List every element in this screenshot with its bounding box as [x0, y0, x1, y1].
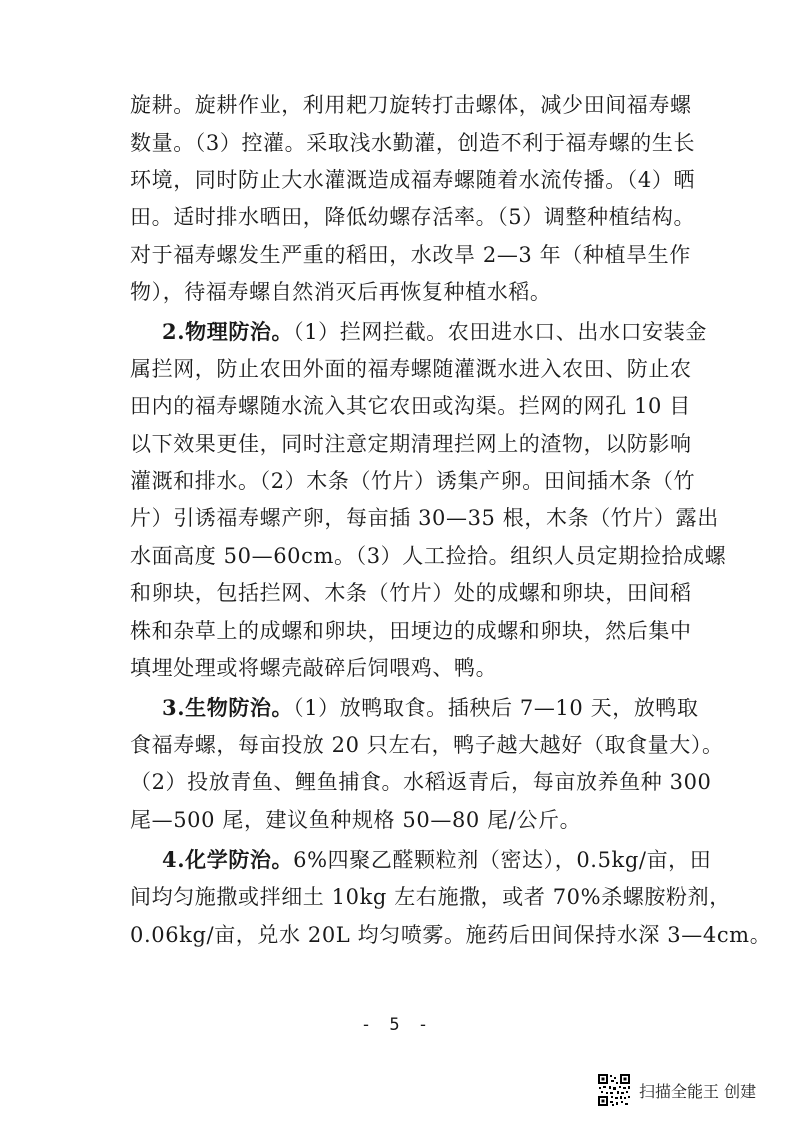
- paragraph-2-line-8: 和卵块，包括拦网、木条（竹片）处的成螺和卵块，田间稻: [130, 581, 692, 605]
- qr-code-icon: [597, 1073, 631, 1107]
- paragraph-4-first-line-text: 6%四聚乙醛颗粒剂（密达），0.5kg/亩，田: [293, 848, 712, 872]
- paragraph-2-line-6: 片）引诱福寿螺产卵，每亩插 30—35 根，木条（竹片）露出: [130, 506, 719, 530]
- paragraph-1-line-1: 旋耕。旋耕作业，利用耙刀旋转打击螺体，减少田间福寿螺: [130, 93, 692, 117]
- paragraph-2-line-7: 水面高度 50—60cm。（3）人工捡拾。组织人员定期捡拾成螺: [130, 544, 727, 568]
- paragraph-1-line-6: 物），待福寿螺自然消灭后再恢复种植水稻。: [130, 280, 552, 304]
- paragraph-2-line-9: 株和杂草上的成螺和卵块，田埂边的成螺和卵块，然后集中: [130, 619, 692, 643]
- paragraph-3-line-3: （2）投放青鱼、鲤鱼捕食。水稻返青后，每亩放养鱼种 300: [130, 770, 712, 794]
- paragraph-2-first-line-text: （1）拦网拦截。农田进水口、出水口安装金: [293, 320, 707, 344]
- paragraph-3-line-2: 食福寿螺，每亩投放 20 只左右，鸭子越大越好（取食量大）。: [130, 733, 724, 757]
- paragraph-4-line-3: 0.06kg/亩，兑水 20L 均匀喷雾。施药后田间保持水深 3—4cm。: [130, 923, 772, 947]
- paragraph-2-line-2: 属拦网，防止农田外面的福寿螺随灌溉水进入农田、防止农: [130, 357, 692, 381]
- paragraph-2-line-3: 田内的福寿螺随水流入其它农田或沟渠。拦网的网孔 10 目: [130, 394, 691, 418]
- paragraph-2-line-4: 以下效果更佳，同时注意定期清理拦网上的渣物，以防影响: [130, 432, 692, 456]
- page-number: - 5 -: [360, 1015, 433, 1035]
- scanner-watermark: [597, 1072, 756, 1108]
- paragraph-1-line-4: 田。适时排水晒田，降低幼螺存活率。（5）调整种植结构。: [130, 205, 696, 229]
- section-heading-chemical: 4.化学防治。: [162, 847, 294, 872]
- paragraph-1-line-5: 对于福寿螺发生严重的稻田，水改旱 2—3 年（种植旱生作: [130, 243, 691, 267]
- paragraph-2-line-5: 灌溉和排水。（2）木条（竹片）诱集产卵。田间插木条（竹: [130, 469, 696, 493]
- section-heading-physical: 2.物理防治。: [162, 319, 294, 344]
- paragraph-3-first-line: [162, 693, 699, 723]
- paragraph-2-first-line: [162, 317, 707, 347]
- paragraph-1-line-3: 环境，同时防止大水灌溉造成福寿螺随着水流传播。（4）晒: [130, 168, 696, 192]
- paragraph-4-line-2: 间均匀施撒或拌细土 10kg 左右施撒，或者 70%杀螺胺粉剂，: [130, 885, 731, 909]
- watermark-text: 扫描全能王 创建: [639, 1081, 757, 1101]
- paragraph-3-first-line-text: （1）放鸭取食。插秧后 7—10 天，放鸭取: [293, 696, 699, 720]
- paragraph-4-first-line: [162, 845, 712, 875]
- paragraph-3-line-4: 尾—500 尾，建议鱼种规格 50—80 尾/公斤。: [130, 808, 582, 832]
- paragraph-1-line-2: 数量。（3）控灌。采取浅水勤灌，创造不利于福寿螺的生长: [130, 131, 696, 155]
- section-heading-biological: 3.生物防治。: [162, 695, 294, 720]
- paragraph-2-line-10: 填埋处理或将螺壳敲碎后饲喂鸡、鸭。: [130, 656, 498, 680]
